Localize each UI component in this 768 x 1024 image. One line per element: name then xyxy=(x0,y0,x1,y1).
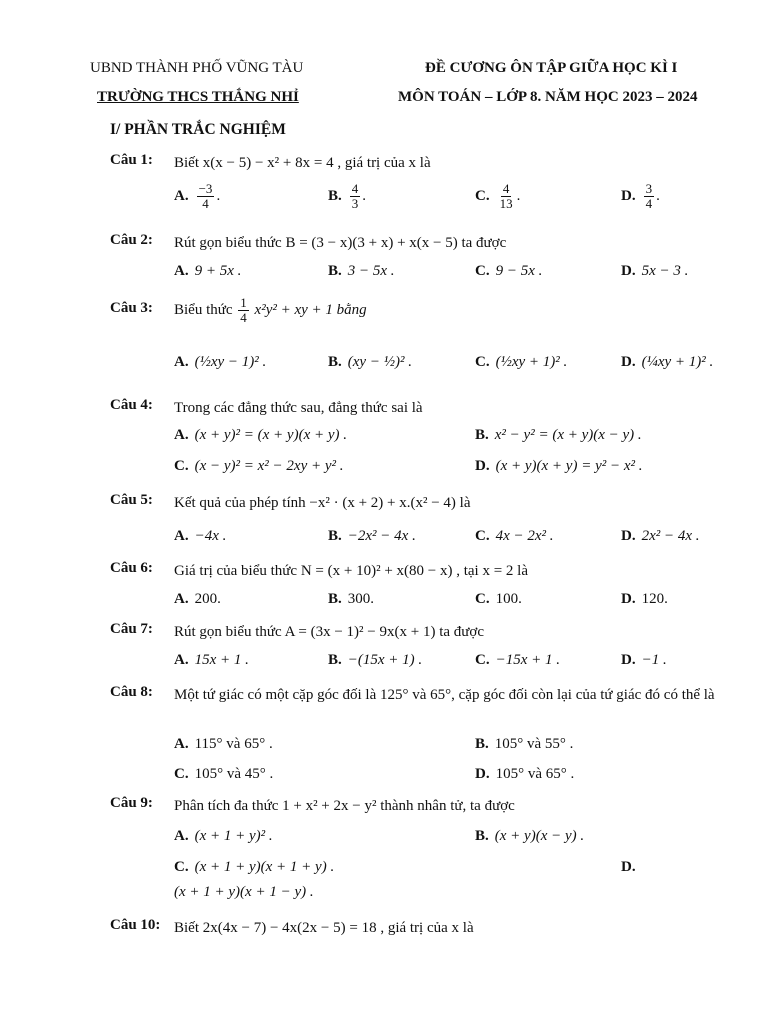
header-left-line2: TRƯỜNG THCS THẮNG NHỈ xyxy=(97,89,299,105)
option-a[interactable]: A. 115° và 65° . xyxy=(174,736,273,752)
header-right-line1: ĐỀ CƯƠNG ÔN TẬP GIỮA HỌC KÌ I xyxy=(425,60,678,76)
question-1 xyxy=(110,152,735,222)
header-left-line1: UBND THÀNH PHỐ VŨNG TÀU xyxy=(90,60,304,76)
option-b[interactable]: B. $\frac{4}{3}$ . xyxy=(328,181,367,211)
option-a[interactable]: A. 15x + 1 . xyxy=(174,652,249,668)
question-text: Trong các đẳng thức sau, đẳng thức sai là xyxy=(174,400,423,416)
question-label: Câu 2: xyxy=(110,232,153,248)
header-right-line2: MÔN TOÁN – LỚP 8. NĂM HỌC 2023 – 2024 xyxy=(398,89,698,105)
option-label: D. xyxy=(621,187,636,204)
option-b[interactable]: B. −2x² − 4x . xyxy=(328,528,416,544)
question-3 xyxy=(110,296,735,386)
option-c[interactable]: C. (½xy + 1)² . xyxy=(475,354,568,370)
option-b[interactable]: B. −(15x + 1) . xyxy=(328,652,423,668)
question-5 xyxy=(110,492,735,548)
option-a[interactable]: A. 200. xyxy=(174,591,221,607)
question-4 xyxy=(110,397,735,477)
question-text: Biết 2x(4x − 7) − 4x(2x − 5) = 18 , giá trị của x là xyxy=(174,920,474,936)
question-label: Câu 7: xyxy=(110,621,153,637)
question-text: Biết x(x − 5) − x² + 8x = 4 , giá trị của x là xyxy=(174,155,431,171)
question-label: Câu 10: xyxy=(110,917,161,933)
question-9 xyxy=(110,795,735,905)
option-c[interactable]: C. −15x + 1 . xyxy=(475,652,560,668)
option-c[interactable]: C. 9 − 5x . xyxy=(475,263,543,279)
question-label: Câu 8: xyxy=(110,684,153,700)
option-a[interactable]: A. (x + 1 + y)² . xyxy=(174,828,273,844)
question-label: Câu 1: xyxy=(110,152,153,168)
option-d[interactable]: D. (x + y)(x + y) = y² − x² . xyxy=(475,458,643,474)
question-label: Câu 3: xyxy=(110,300,153,316)
option-c[interactable]: C. (x − y)² = x² − 2xy + y² . xyxy=(174,458,344,474)
option-b[interactable]: B. 3 − 5x . xyxy=(328,263,395,279)
option-c[interactable]: C. 4x − 2x² . xyxy=(475,528,554,544)
question-text: Một tứ giác có một cặp góc đối là 125° và 65°, cặp góc đối còn lại của tứ giác đó có thể là xyxy=(174,687,715,703)
question-text: Rút gọn biểu thức A = (3x − 1)² − 9x(x + 1) ta được xyxy=(174,624,484,640)
option-label: C. xyxy=(475,187,490,204)
option-b[interactable]: B. (xy − ½)² . xyxy=(328,354,412,370)
question-label: Câu 9: xyxy=(110,795,153,811)
question-10 xyxy=(110,917,735,947)
option-a[interactable]: A. 9 + 5x . xyxy=(174,263,242,279)
question-text: Kết quả của phép tính −x² · (x + 2) + x.(x² − 4) là xyxy=(174,495,471,511)
option-d[interactable]: D. −1 . xyxy=(621,652,667,668)
fraction: $\frac{4}{3}$ xyxy=(351,181,359,211)
question-label: Câu 5: xyxy=(110,492,153,508)
option-a[interactable]: A. (½xy − 1)² . xyxy=(174,354,267,370)
question-text: Phân tích đa thức 1 + x² + 2x − y² thành nhân tử, ta được xyxy=(174,798,515,814)
question-7 xyxy=(110,621,735,671)
option-d[interactable]: D. $\frac{3}{4}$ . xyxy=(621,181,660,211)
question-text: Rút gọn biểu thức B = (3 − x)(3 + x) + x(x − 5) ta được xyxy=(174,235,507,251)
fraction: $\frac{4}{13}$ xyxy=(499,181,513,211)
option-c[interactable]: C. 100. xyxy=(475,591,522,607)
option-label: B. xyxy=(328,187,342,204)
option-d[interactable]: D. 120. xyxy=(621,591,668,607)
question-label: Câu 4: xyxy=(110,397,153,413)
option-d-label[interactable]: D. xyxy=(621,859,636,875)
option-d[interactable]: D. 2x² − 4x . xyxy=(621,528,700,544)
option-a[interactable]: A. −4x . xyxy=(174,528,227,544)
option-label: A. xyxy=(174,187,189,204)
option-a[interactable]: A. $\frac{-3}{4}$ . xyxy=(174,181,221,211)
option-d[interactable]: (x + 1 + y)(x + 1 − y) . xyxy=(174,884,314,900)
option-c[interactable]: C. (x + 1 + y)(x + 1 + y) . xyxy=(174,859,335,875)
question-8 xyxy=(110,684,735,784)
question-text: Biểu thức $\frac{1}{4}$ x²y² + xy + 1 bằng xyxy=(174,295,367,325)
section-title: I/ PHẦN TRẮC NGHIỆM xyxy=(110,121,286,138)
option-b[interactable]: B. (x + y)(x − y) . xyxy=(475,828,585,844)
option-c[interactable]: C. 105° và 45° . xyxy=(174,766,274,782)
option-a[interactable]: A. (x + y)² = (x + y)(x + y) . xyxy=(174,427,347,443)
fraction: $\frac{1}{4}$ xyxy=(240,295,247,325)
option-c[interactable]: C. $\frac{4}{13}$ . xyxy=(475,181,521,211)
option-b[interactable]: B. x² − y² = (x + y)(x − y) . xyxy=(475,427,642,443)
option-d[interactable]: D. 105° và 65° . xyxy=(475,766,575,782)
question-label: Câu 6: xyxy=(110,560,153,576)
question-text: Giá trị của biểu thức N = (x + 10)² + x(80 − x) , tại x = 2 là xyxy=(174,563,529,579)
fraction: $\frac{-3}{4}$ xyxy=(198,181,213,211)
question-2 xyxy=(110,232,735,282)
option-d[interactable]: D. (¼xy + 1)² . xyxy=(621,354,714,370)
fraction: $\frac{3}{4}$ xyxy=(645,181,653,211)
option-b[interactable]: B. 300. xyxy=(328,591,375,607)
question-6 xyxy=(110,560,735,610)
option-b[interactable]: B. 105° và 55° . xyxy=(475,736,574,752)
option-d[interactable]: D. 5x − 3 . xyxy=(621,263,689,279)
